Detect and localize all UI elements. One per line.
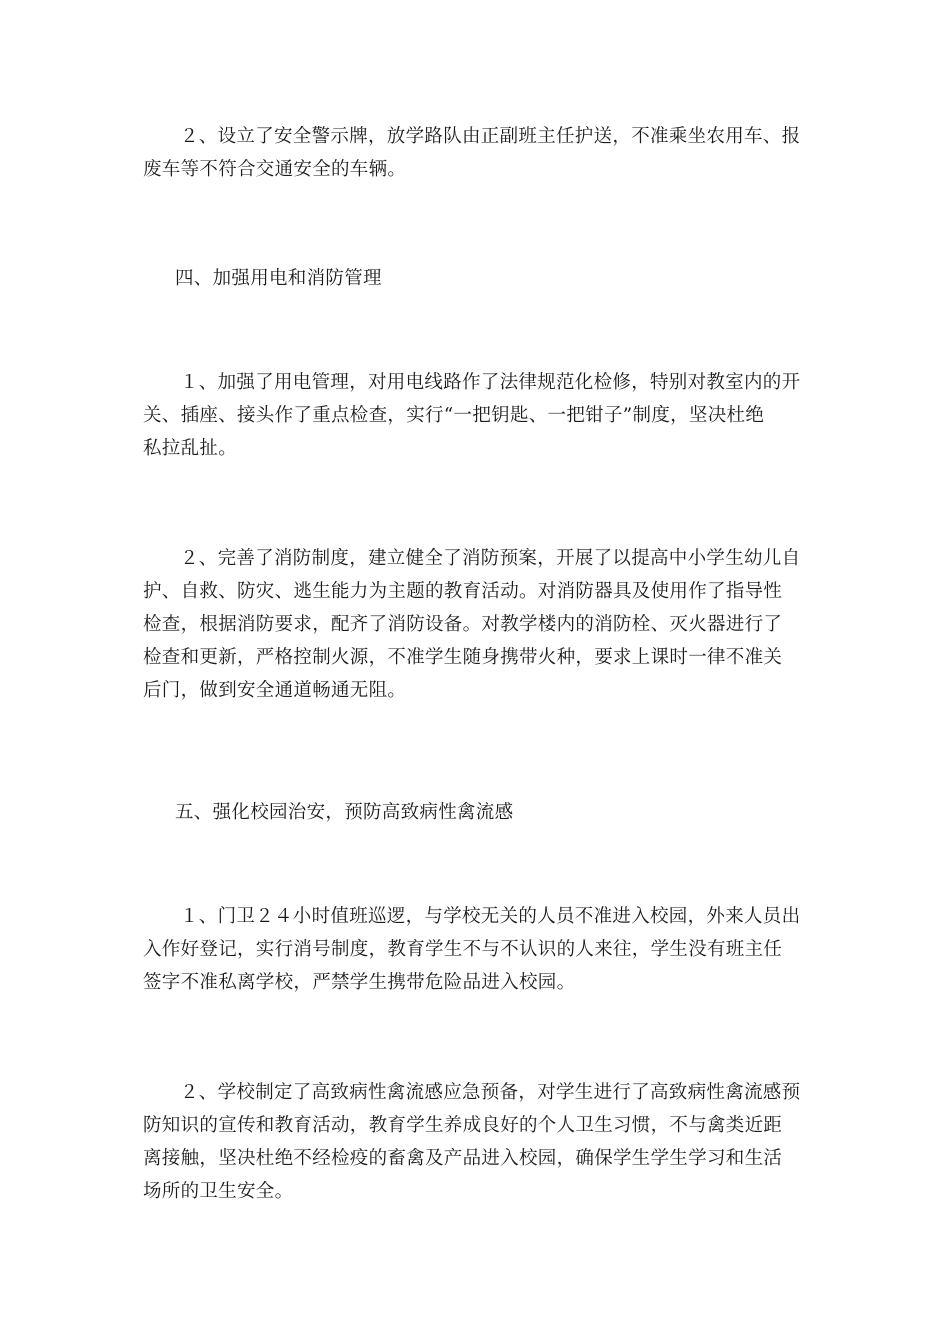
text-line: 检查和更新，严格控制火源，不准学生随身携带火种，要求上课时一律不准关 — [143, 647, 783, 668]
paragraph-avian-flu — [143, 1076, 808, 1208]
text-line: 防知识的宣传和教育活动，教育学生养成良好的个人卫生习惯，不与禽类近距 — [143, 1115, 783, 1136]
heading-text: 五、强化校园治安，预防高致病性禽流感 — [175, 802, 514, 823]
text-line: 离接触，坚决杜绝不经检疫的畜禽及产品进入校园，确保学生学生学习和生活 — [143, 1148, 783, 1169]
text-line: 场所的卫生安全。 — [143, 1181, 294, 1202]
paragraph-fire-safety — [143, 542, 808, 707]
text-line: 检查，根据消防要求，配齐了消防设备。对教学楼内的消防栓、灭火器进行了 — [143, 614, 783, 635]
text-line: 签字不准私离学校，严禁学生携带危险品进入校园。 — [143, 972, 576, 993]
text-line: １、门卫２４小时值班巡逻，与学校无关的人员不准进入校园，外来人员出 — [180, 906, 801, 927]
paragraph-gate-patrol — [143, 900, 808, 999]
text-line: ２、完善了消防制度，建立健全了消防预案，开展了以提高中小学生幼儿自 — [180, 548, 801, 569]
paragraph-electricity-management — [143, 366, 808, 465]
text-line: 护、自救、防灾、逃生能力为主题的教育活动。对消防器具及使用作了指导性 — [143, 581, 783, 602]
text-line: 入作好登记，实行消号制度，教育学生不与不认识的人来往，学生没有班主任 — [143, 939, 783, 960]
paragraph-traffic-signs — [143, 120, 808, 186]
heading-text: 四、加强用电和消防管理 — [175, 268, 382, 289]
text-line: ２、设立了安全警示牌，放学路队由正副班主任护送，不准乘坐农用车、报 — [180, 126, 801, 147]
section-heading-electric-fire — [143, 262, 808, 295]
text-line: 关、插座、接头作了重点检查，实行“一把钥匙、一把钳子”制度，坚决杜绝 — [143, 405, 765, 426]
text-line: １、加强了用电管理，对用电线路作了法律规范化检修，特别对教室内的开 — [180, 372, 801, 393]
text-line: 后门，做到安全通道畅通无阻。 — [143, 680, 407, 701]
section-heading-campus-security — [143, 796, 808, 829]
text-line: 废车等不符合交通安全的车辆。 — [143, 159, 407, 180]
text-line: ２、学校制定了高致病性禽流感应急预备，对学生进行了高致病性禽流感预 — [180, 1082, 801, 1103]
text-line: 私拉乱扯。 — [143, 438, 238, 459]
